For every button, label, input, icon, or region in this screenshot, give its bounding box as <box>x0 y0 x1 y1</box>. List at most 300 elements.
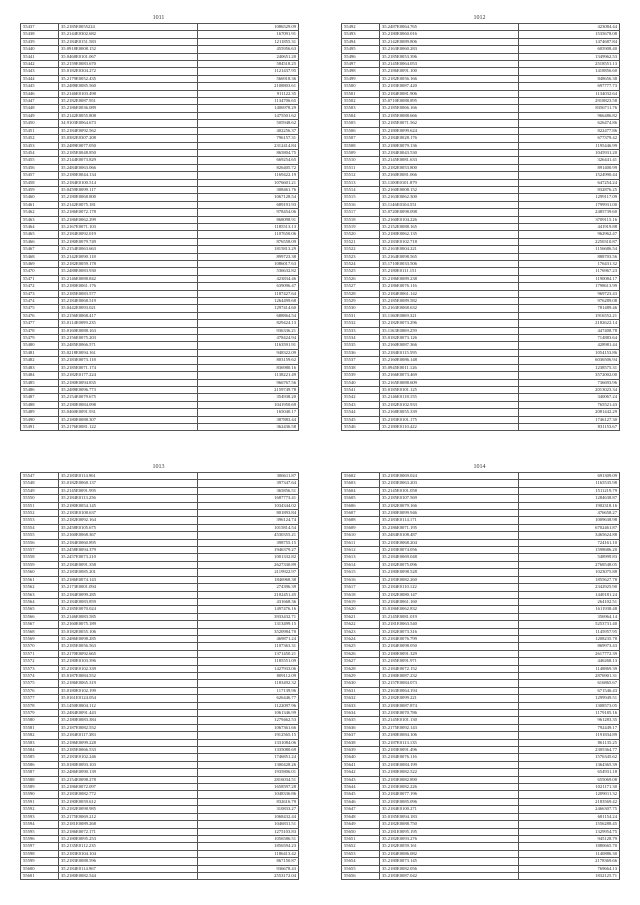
code-cell: 35.2182E0080.147 <box>380 591 519 598</box>
row-id-cell: 55539 <box>342 372 380 379</box>
amount-cell: 1009638.98 <box>519 517 620 524</box>
amount-cell: 2518551.13 <box>519 61 620 68</box>
table-row <box>21 547 299 554</box>
code-cell: 35.2184E0099.285 <box>59 591 198 598</box>
amount-cell: 1163591.91 <box>198 342 299 349</box>
code-cell: 35.2184E0068.519 <box>59 298 198 305</box>
code-cell: 35.2176E0081.122 <box>59 423 198 430</box>
table-row <box>21 495 299 502</box>
code-cell: 35.2489E0077.050 <box>59 142 198 149</box>
table-row <box>21 710 299 717</box>
amount-cell: 1364365.39 <box>519 761 620 768</box>
code-cell: 35.2458E0105.675 <box>59 524 198 531</box>
amount-cell: 1238575.31 <box>519 364 620 371</box>
code-cell: 35.2185E0088.666 <box>380 112 519 119</box>
table-row <box>21 598 299 605</box>
code-cell: 35.2170E0092.665 <box>59 650 198 657</box>
code-cell: 35.2182E0087.951 <box>59 98 198 105</box>
amount-cell: 3709115.16 <box>519 216 620 223</box>
row-id-cell: 55641 <box>342 761 380 768</box>
row-id-cell: 55556 <box>21 539 59 546</box>
table-row <box>21 576 299 583</box>
row-id-cell: 55589 <box>21 784 59 791</box>
amount-cell: 911122.35 <box>198 90 299 97</box>
table-row <box>21 164 299 171</box>
amount-cell: 3465624.88 <box>519 532 620 539</box>
sheet-title: 1014 <box>473 464 486 470</box>
table-row <box>342 112 620 119</box>
table-row <box>21 142 299 149</box>
amount-cell: 1183492.32 <box>198 680 299 687</box>
table-row <box>21 776 299 783</box>
data-table <box>341 23 620 431</box>
row-id-cell: 55447 <box>21 98 59 105</box>
code-cell: 35.2181E0095.195 <box>380 828 519 835</box>
table-row <box>342 584 620 591</box>
code-cell: 35.2164E0098.565 <box>380 253 519 260</box>
row-id-cell: 55559 <box>21 561 59 568</box>
table-row <box>342 591 620 598</box>
table-row <box>342 394 620 401</box>
table-row <box>21 253 299 260</box>
row-id-cell: 55475 <box>21 305 59 312</box>
table-row <box>342 502 620 509</box>
row-id-cell: 55496 <box>342 53 380 60</box>
table-row <box>342 105 620 112</box>
amount-cell: 1041950.69 <box>198 401 299 408</box>
row-id-cell: 55536 <box>342 349 380 356</box>
amount-cell: 688864.54 <box>198 312 299 319</box>
table-row <box>342 290 620 297</box>
amount-cell: 2876901.31 <box>519 672 620 679</box>
row-id-cell: 55506 <box>342 127 380 134</box>
row-id-cell: 55525 <box>342 268 380 275</box>
code-cell: 35.2180E0060.016 <box>380 31 519 38</box>
code-cell: 35.2145E0101.058 <box>380 487 519 494</box>
row-id-cell: 55584 <box>21 747 59 754</box>
table-row <box>21 695 299 702</box>
table-row <box>21 865 299 872</box>
table-row <box>21 510 299 517</box>
row-id-cell: 55493 <box>342 31 380 38</box>
row-id-cell: 55643 <box>342 776 380 783</box>
table-row <box>342 275 620 282</box>
table-row <box>21 813 299 820</box>
table-row <box>342 650 620 657</box>
amount-cell: 867150.87 <box>198 858 299 865</box>
row-id-cell: 55445 <box>21 83 59 90</box>
row-id-cell: 55442 <box>21 61 59 68</box>
row-id-cell: 55446 <box>21 90 59 97</box>
amount-cell: 2013023.34 <box>519 386 620 393</box>
code-cell: 35.2186E0072.178 <box>59 209 198 216</box>
amount-cell: 829424.13 <box>198 320 299 327</box>
table-row <box>342 83 620 90</box>
table-row <box>342 710 620 717</box>
amount-cell: 962962.47 <box>519 231 620 238</box>
table-row <box>342 201 620 208</box>
amount-cell: 1846968.38 <box>198 576 299 583</box>
row-id-cell: 55630 <box>342 680 380 687</box>
row-id-cell: 55557 <box>21 547 59 554</box>
table-row <box>21 194 299 201</box>
row-id-cell: 55546 <box>342 423 380 430</box>
code-cell: 35.2180E0111.151 <box>380 268 519 275</box>
code-cell: 35.2182E0079.166 <box>380 502 519 509</box>
row-id-cell: 55594 <box>21 821 59 828</box>
row-id-cell: 55521 <box>342 238 380 245</box>
row-id-cell: 55573 <box>21 665 59 672</box>
code-cell: 35.2186E0072.171 <box>59 828 198 835</box>
row-id-cell: 55563 <box>21 591 59 598</box>
code-cell: 35.2180E0103.396 <box>59 658 198 665</box>
table-row <box>21 747 299 754</box>
code-cell: 35.2182E0075.096 <box>380 561 519 568</box>
row-id-cell: 55570 <box>21 643 59 650</box>
data-table <box>341 472 620 880</box>
code-cell: 35.2184E0098.050 <box>380 643 519 650</box>
row-id-cell: 55515 <box>342 194 380 201</box>
code-cell: 35.2183E0068.204 <box>380 539 519 546</box>
table-row <box>21 372 299 379</box>
table-row <box>21 591 299 598</box>
row-id-cell: 55645 <box>342 791 380 798</box>
amount-cell: 1284638.87 <box>519 495 620 502</box>
sheet-1013 <box>20 463 297 880</box>
code-cell: 35.2154E0098.278 <box>59 776 198 783</box>
amount-cell: 1916552.21 <box>519 312 620 319</box>
row-id-cell: 55505 <box>342 120 380 127</box>
row-id-cell: 55595 <box>21 828 59 835</box>
code-cell: 35.2180E0079.749 <box>59 238 198 245</box>
code-cell: 35.2183E0087.042 <box>380 872 519 879</box>
code-cell: 35.2183E0108.637 <box>59 510 198 517</box>
table-row <box>21 821 299 828</box>
data-table <box>20 472 299 880</box>
amount-cell: 832876.25 <box>519 186 620 193</box>
table-row <box>21 739 299 746</box>
row-id-cell: 55473 <box>21 290 59 297</box>
code-cell: 35.2145E0081.019 <box>380 613 519 620</box>
amount-cell: 1440181.24 <box>519 591 620 598</box>
amount-cell: 936336.21 <box>198 327 299 334</box>
row-id-cell: 55526 <box>342 275 380 282</box>
code-cell: 35.0185E0101.125 <box>380 386 519 393</box>
code-cell: 35.2183E0082.772 <box>59 791 198 798</box>
code-cell: 35.2187E0082.552 <box>59 724 198 731</box>
amount-cell: 655069.08 <box>519 776 620 783</box>
table-row <box>21 342 299 349</box>
code-cell: 35.2175E0092.143 <box>380 724 519 731</box>
row-id-cell: 55634 <box>342 710 380 717</box>
table-row <box>342 135 620 142</box>
code-cell: 35.2185E0070.024 <box>59 606 198 613</box>
code-cell: 35.2144E0073.829 <box>59 157 198 164</box>
code-cell: 35.2184E0060.895 <box>59 539 198 546</box>
code-cell: 35.2184E0117.383 <box>59 732 198 739</box>
row-id-cell: 55549 <box>21 487 59 494</box>
amount-cell: 822477.86 <box>519 127 620 134</box>
code-cell: 35.2183E0074.056 <box>380 547 519 554</box>
row-id-cell: 55604 <box>342 487 380 494</box>
table-row <box>342 164 620 171</box>
table-row <box>21 231 299 238</box>
row-id-cell: 55605 <box>342 495 380 502</box>
code-cell: 35.0710E0088.895 <box>380 98 519 105</box>
code-cell: 35.0468E0101.067 <box>59 53 198 60</box>
table-row <box>342 761 620 768</box>
amount-cell: 4530355.21 <box>198 532 299 539</box>
row-id-cell: 55582 <box>21 732 59 739</box>
amount-cell: 2466307.75 <box>519 806 620 813</box>
table-row <box>342 747 620 754</box>
amount-cell: 1406978.29 <box>198 105 299 112</box>
table-row <box>342 38 620 45</box>
table-row <box>21 98 299 105</box>
row-id-cell: 55620 <box>342 606 380 613</box>
row-id-cell: 55486 <box>21 386 59 393</box>
code-cell: 35.0218E0094.161 <box>59 349 198 356</box>
amount-cell: 1021171.30 <box>519 784 620 791</box>
table-row <box>21 135 299 142</box>
row-id-cell: 55452 <box>21 135 59 142</box>
row-id-cell: 55456 <box>21 164 59 171</box>
code-cell: 35.2167E0071.103 <box>59 223 198 230</box>
table-row <box>342 532 620 539</box>
code-cell: 35.2183E0091.496 <box>380 747 519 754</box>
table-row <box>342 835 620 842</box>
amount-cell: 308461.76 <box>198 186 299 193</box>
code-cell: 35.2145E0091.995 <box>59 487 198 494</box>
amount-cell: 1107363.31 <box>198 643 299 650</box>
amount-cell: 1145957.95 <box>519 628 620 635</box>
amount-cell: 1086529.09 <box>198 24 299 31</box>
amount-cell: 1148869.39 <box>519 665 620 672</box>
amount-cell: 310833.27 <box>198 806 299 813</box>
row-id-cell: 55591 <box>21 798 59 805</box>
row-id-cell: 55619 <box>342 598 380 605</box>
code-cell: 35.2184E0076.799 <box>380 635 519 642</box>
row-id-cell: 55631 <box>342 687 380 694</box>
table-row <box>21 105 299 112</box>
table-row <box>342 858 620 865</box>
amount-cell: 1511219.79 <box>519 487 620 494</box>
row-id-cell: 55448 <box>21 105 59 112</box>
row-id-cell: 55544 <box>342 409 380 416</box>
amount-cell: 397347.64 <box>198 480 299 487</box>
table-row <box>342 487 620 494</box>
row-id-cell: 55613 <box>342 554 380 561</box>
amount-cell: 1832125.71 <box>519 872 620 879</box>
row-id-cell: 55628 <box>342 665 380 672</box>
row-id-cell: 55597 <box>21 843 59 850</box>
amount-cell: 1329954.75 <box>519 828 620 835</box>
amount-cell: 1815813.29 <box>198 246 299 253</box>
amount-cell: 605908.40 <box>519 46 620 53</box>
row-id-cell: 55509 <box>342 149 380 156</box>
row-id-cell: 55523 <box>342 253 380 260</box>
code-cell: 35.0161E0124.054 <box>59 695 198 702</box>
row-id-cell: 55590 <box>21 791 59 798</box>
table-row <box>21 828 299 835</box>
row-id-cell: 55611 <box>342 539 380 546</box>
code-cell: 35.2183E0063.203 <box>380 480 519 487</box>
row-id-cell: 55534 <box>342 335 380 342</box>
table-row <box>21 665 299 672</box>
amount-cell: 1856594.23 <box>198 843 299 850</box>
row-id-cell: 55484 <box>21 372 59 379</box>
row-id-cell: 55599 <box>21 858 59 865</box>
table-row <box>342 754 620 761</box>
row-id-cell: 55586 <box>21 761 59 768</box>
row-id-cell: 55491 <box>21 423 59 430</box>
code-cell: 35.2185E0056.563 <box>59 643 198 650</box>
row-id-cell: 55592 <box>21 806 59 813</box>
amount-cell: 978454.06 <box>198 209 299 216</box>
row-id-cell: 55572 <box>21 658 59 665</box>
table-row <box>21 806 299 813</box>
table-row <box>21 532 299 539</box>
table-row <box>342 554 620 561</box>
row-id-cell: 55602 <box>342 473 380 480</box>
row-id-cell: 55654 <box>342 858 380 865</box>
table-row <box>342 46 620 53</box>
code-cell: 35.2180E0099.946 <box>380 510 519 517</box>
row-id-cell: 55512 <box>342 172 380 179</box>
amount-cell: 1598686.20 <box>519 547 620 554</box>
table-row <box>342 539 620 546</box>
table-row <box>21 872 299 879</box>
row-id-cell: 55530 <box>342 305 380 312</box>
table-row <box>342 98 620 105</box>
amount-cell: 1023075.88 <box>519 569 620 576</box>
code-cell: 35.2184E0086.082 <box>380 850 519 857</box>
row-id-cell: 55636 <box>342 724 380 731</box>
code-cell: 35.2180E0087.232 <box>380 672 519 679</box>
row-id-cell: 55614 <box>342 561 380 568</box>
amount-cell: 1186413.42 <box>198 850 299 857</box>
code-cell: 35.2182E0073.296 <box>380 320 519 327</box>
code-cell: 35.2181E0063.540 <box>380 621 519 628</box>
table-row <box>342 186 620 193</box>
code-cell: 35.2184E0083.859 <box>59 598 198 605</box>
amount-cell: 340067.24 <box>519 394 620 401</box>
code-cell: 35.2487E0064.765 <box>380 24 519 31</box>
sheet-title: 1013 <box>152 464 165 470</box>
table-row <box>21 517 299 524</box>
table-row <box>21 209 299 216</box>
table-row <box>21 261 299 268</box>
row-id-cell: 55635 <box>342 717 380 724</box>
row-id-cell: 55632 <box>342 695 380 702</box>
row-id-cell: 55639 <box>342 747 380 754</box>
amount-cell: 536632.82 <box>198 268 299 275</box>
amount-cell: 1054153.86 <box>519 349 620 356</box>
code-cell: 35.2484E0091.443 <box>59 710 198 717</box>
amount-cell: 1331084.06 <box>198 739 299 746</box>
row-id-cell: 55501 <box>342 90 380 97</box>
sheet-1011 <box>20 14 297 431</box>
code-cell: 35.2184E0114.967 <box>59 865 198 872</box>
table-row <box>342 628 620 635</box>
table-row <box>21 858 299 865</box>
code-cell: 35.2183E0087.420 <box>380 83 519 90</box>
row-id-cell: 55507 <box>342 135 380 142</box>
amount-cell: 948322.09 <box>198 349 299 356</box>
table-row <box>342 510 620 517</box>
code-cell: 35.2180E0083.384 <box>59 717 198 724</box>
table-row <box>21 672 299 679</box>
amount-cell: 1855627.78 <box>519 576 620 583</box>
code-cell: 35.2180E0095.253 <box>59 835 198 842</box>
amount-cell: 724161.10 <box>519 539 620 546</box>
amount-cell: 2182622.14 <box>519 320 620 327</box>
amount-cell: 1122097.96 <box>198 702 299 709</box>
table-row <box>21 31 299 38</box>
table-row <box>342 724 620 731</box>
table-row <box>342 283 620 290</box>
amount-cell: 1209011.32 <box>519 791 620 798</box>
table-row <box>342 68 620 75</box>
amount-cell: 1001332.82 <box>198 554 299 561</box>
row-id-cell: 55514 <box>342 186 380 193</box>
table-row <box>342 872 620 879</box>
table-row <box>21 423 299 430</box>
row-id-cell: 55441 <box>21 53 59 60</box>
row-id-cell: 55575 <box>21 680 59 687</box>
code-cell: 35.2160E0075.189 <box>59 621 198 628</box>
amount-cell: 1576345.62 <box>519 754 620 761</box>
table-row <box>342 216 620 223</box>
amount-cell: 1427933.06 <box>198 665 299 672</box>
row-id-cell: 55626 <box>342 650 380 657</box>
amount-cell: 1279462.53 <box>198 717 299 724</box>
amount-cell: 1556288.45 <box>519 821 620 828</box>
row-id-cell: 55551 <box>21 502 59 509</box>
code-cell: 35.2184E0110.122 <box>380 584 519 591</box>
amount-cell: 1107650.06 <box>198 231 299 238</box>
code-cell: 35.0459E0099.117 <box>59 186 198 193</box>
code-cell: 35.2185E0048.850 <box>59 149 198 156</box>
table-row <box>21 364 299 371</box>
table-row <box>342 643 620 650</box>
table-row <box>342 658 620 665</box>
code-cell: 35.0180E0093.103 <box>59 761 198 768</box>
code-cell: 35.2180E0082.522 <box>380 769 519 776</box>
table-row <box>21 246 299 253</box>
table-row <box>21 784 299 791</box>
data-table <box>20 23 299 431</box>
code-cell: 35.2146E0118.155 <box>380 394 519 401</box>
row-id-cell: 55470 <box>21 268 59 275</box>
amount-cell: 765521.43 <box>519 401 620 408</box>
table-row <box>21 401 299 408</box>
code-cell: 35.2184E0072.152 <box>380 665 519 672</box>
table-row <box>342 524 620 531</box>
amount-cell: 2081442.29 <box>519 409 620 416</box>
code-cell: 35.2145E0081.633 <box>380 157 519 164</box>
amount-cell: 669254.65 <box>198 157 299 164</box>
table-row <box>342 320 620 327</box>
row-id-cell: 55603 <box>342 480 380 487</box>
row-id-cell: 55457 <box>21 172 59 179</box>
code-cell: 35.2182E0098.985 <box>59 806 198 813</box>
row-id-cell: 55541 <box>342 386 380 393</box>
code-cell: 35.2135E0112.235 <box>59 843 198 850</box>
row-id-cell: 55650 <box>342 828 380 835</box>
code-cell: 35.2184E0100.271 <box>380 806 519 813</box>
row-id-cell: 55543 <box>342 401 380 408</box>
